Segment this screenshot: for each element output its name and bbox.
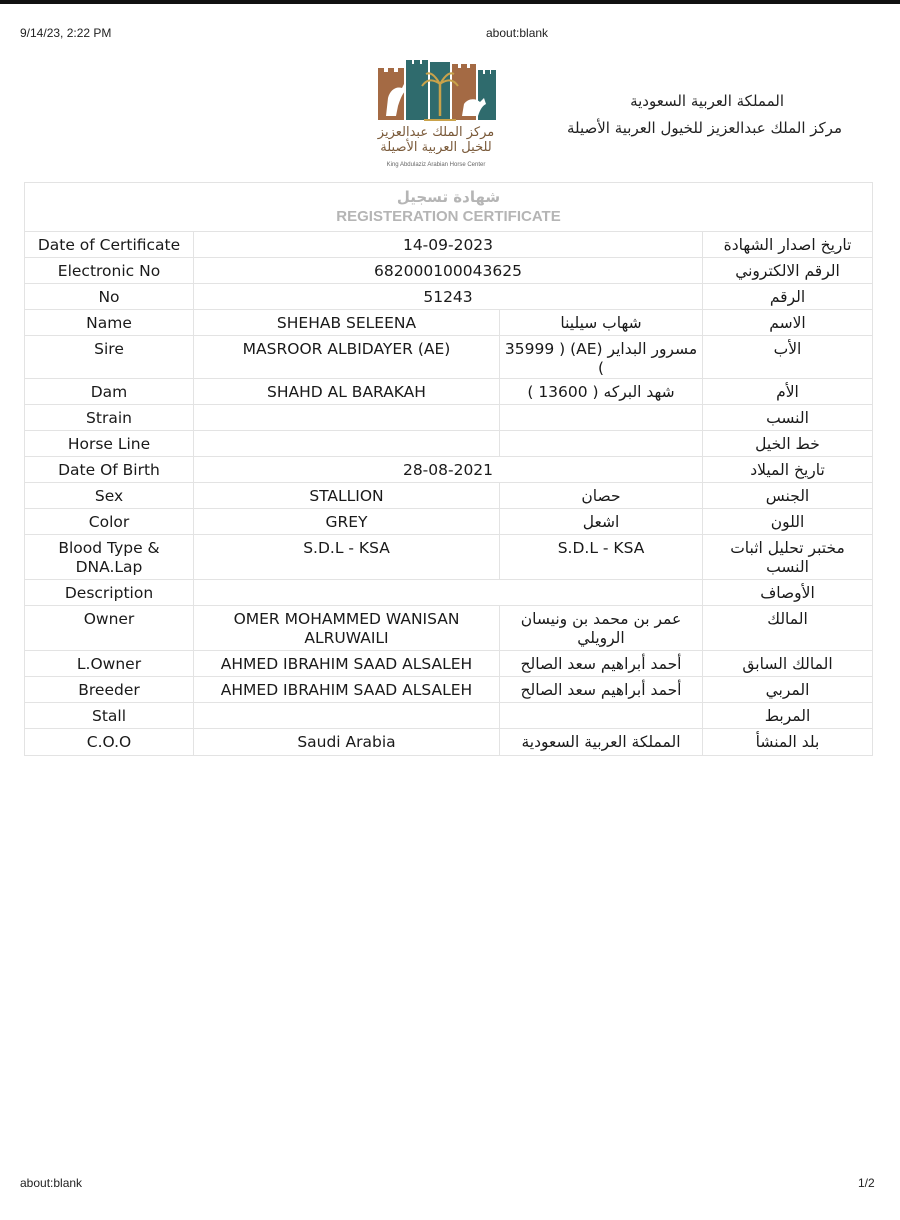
- row-value-ar: حصان: [500, 483, 703, 509]
- row-label-en: Color: [25, 509, 194, 535]
- table-row: [25, 431, 873, 457]
- table-row: [25, 457, 873, 483]
- table-row: [25, 405, 873, 431]
- row-value: 28-08-2021: [194, 457, 703, 483]
- row-label-en: L.Owner: [25, 651, 194, 677]
- row-label-en: Date of Certificate: [25, 232, 194, 258]
- row-label-ar: الأب: [703, 336, 873, 379]
- row-value-en: [194, 405, 500, 431]
- row-label-en: Blood Type & DNA.Lap: [25, 535, 194, 580]
- row-label-en: No: [25, 284, 194, 310]
- row-value: 682000100043625: [194, 258, 703, 284]
- logo-text-ar-line2: للخيل العربية الأصيلة: [380, 140, 492, 155]
- row-label-en: Date Of Birth: [25, 457, 194, 483]
- certificate-table: [24, 182, 873, 756]
- table-row: [25, 379, 873, 405]
- row-label-en: Dam: [25, 379, 194, 405]
- row-value-ar: [500, 703, 703, 729]
- row-value: [194, 580, 703, 606]
- row-label-en: Stall: [25, 703, 194, 729]
- row-label-ar: مختبر تحليل اثبات النسب: [703, 535, 873, 580]
- print-datetime: 9/14/23, 2:22 PM: [20, 26, 112, 40]
- row-value-ar: اشعل: [500, 509, 703, 535]
- row-label-en: Name: [25, 310, 194, 336]
- row-label-ar: خط الخيل: [703, 431, 873, 457]
- top-edge: [0, 0, 900, 4]
- table-row: [25, 509, 873, 535]
- table-row: [25, 483, 873, 509]
- row-value-en: STALLION: [194, 483, 500, 509]
- row-label-en: C.O.O: [25, 729, 194, 756]
- table-row: [25, 677, 873, 703]
- row-label-ar: اللون: [703, 509, 873, 535]
- row-value-en: SHAHD AL BARAKAH: [194, 379, 500, 405]
- row-value-ar: [500, 405, 703, 431]
- table-row: [25, 310, 873, 336]
- row-label-ar: تاريخ اصدار الشهادة: [703, 232, 873, 258]
- row-label-en: Owner: [25, 606, 194, 651]
- row-label-en: Strain: [25, 405, 194, 431]
- row-label-ar: الرقم: [703, 284, 873, 310]
- org-kingdom-title: المملكة العربية السعودية: [630, 92, 784, 110]
- table-row: [25, 580, 873, 606]
- row-label-en: Sire: [25, 336, 194, 379]
- row-value-ar: أحمد أبراهيم سعد الصالح: [500, 651, 703, 677]
- certificate-title-en: REGISTERATION CERTIFICATE: [336, 208, 561, 225]
- print-url-header: about:blank: [486, 26, 549, 40]
- table-row: [25, 651, 873, 677]
- row-label-en: Horse Line: [25, 431, 194, 457]
- row-value-en: [194, 703, 500, 729]
- print-page-number: 1/2: [858, 1176, 875, 1190]
- table-row: [25, 606, 873, 651]
- row-label-ar: النسب: [703, 405, 873, 431]
- row-value: 14-09-2023: [194, 232, 703, 258]
- row-value-ar: عمر بن محمد بن ونيسان الرويلي: [500, 606, 703, 651]
- row-label-ar: الأم: [703, 379, 873, 405]
- logo-text-ar-line1: مركز الملك عبدالعزيز: [377, 125, 495, 140]
- org-center-title: مركز الملك عبدالعزيز للخيول العربية الأصيلة: [566, 119, 842, 137]
- certificate-header: [25, 183, 873, 232]
- row-value-en: [194, 431, 500, 457]
- table-row: [25, 258, 873, 284]
- row-value-en: AHMED IBRAHIM SAAD ALSALEH: [194, 677, 500, 703]
- row-label-ar: المالك: [703, 606, 873, 651]
- row-value-ar: المملكة العربية السعودية: [500, 729, 703, 756]
- table-row: [25, 232, 873, 258]
- row-value-en: AHMED IBRAHIM SAAD ALSALEH: [194, 651, 500, 677]
- row-label-ar: المربط: [703, 703, 873, 729]
- row-label-ar: الرقم الالكتروني: [703, 258, 873, 284]
- row-label-en: Description: [25, 580, 194, 606]
- row-value-en: S.D.L - KSA: [194, 535, 500, 580]
- row-value-en: GREY: [194, 509, 500, 535]
- row-value-en: Saudi Arabia: [194, 729, 500, 756]
- row-label-en: Breeder: [25, 677, 194, 703]
- row-value-ar: [500, 431, 703, 457]
- table-row: [25, 535, 873, 580]
- row-value-en: SHEHAB SELEENA: [194, 310, 500, 336]
- certificate-title-ar: شهادة تسجيل: [396, 188, 501, 206]
- row-value-ar: مسرور البداير (AE) ( 35999 ): [500, 336, 703, 379]
- table-row: [25, 336, 873, 379]
- logo-text-en: King Abdulaziz Arabian Horse Center: [386, 162, 486, 168]
- row-label-ar: المالك السابق: [703, 651, 873, 677]
- row-label-ar: الاسم: [703, 310, 873, 336]
- center-logo: [372, 58, 500, 176]
- row-label-ar: المربي: [703, 677, 873, 703]
- table-row: [25, 703, 873, 729]
- row-label-ar: الأوصاف: [703, 580, 873, 606]
- row-value-ar: أحمد أبراهيم سعد الصالح: [500, 677, 703, 703]
- row-label-ar: تاريخ الميلاد: [703, 457, 873, 483]
- table-row: [25, 284, 873, 310]
- row-value-ar: شهد البركه ( 13600 ): [500, 379, 703, 405]
- row-label-en: Sex: [25, 483, 194, 509]
- row-label-en: Electronic No: [25, 258, 194, 284]
- row-value-en: MASROOR ALBIDAYER (AE): [194, 336, 500, 379]
- row-value: 51243: [194, 284, 703, 310]
- table-row: [25, 729, 873, 756]
- row-value-en: OMER MOHAMMED WANISAN ALRUWAILI: [194, 606, 500, 651]
- row-value-ar: S.D.L - KSA: [500, 535, 703, 580]
- print-url-footer: about:blank: [20, 1176, 83, 1190]
- row-label-ar: بلد المنشأ: [703, 729, 873, 756]
- row-label-ar: الجنس: [703, 483, 873, 509]
- row-value-ar: شهاب سيلينا: [500, 310, 703, 336]
